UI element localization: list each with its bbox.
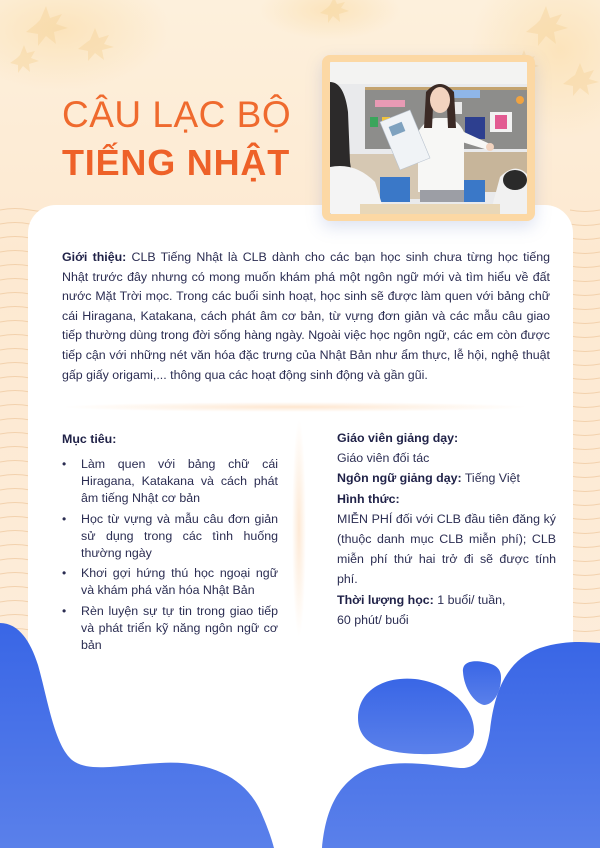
duration-value: 1 buổi/ tuần,	[437, 592, 506, 607]
goal-item: • Khơi gợi hứng thú học ngoại ngữ và khám phá văn hóa Nhật Bản	[62, 566, 278, 597]
bullet-icon: •	[62, 604, 67, 618]
title-line-club: CÂU LẠC BỘ	[62, 94, 292, 135]
intro-paragraph	[62, 248, 550, 385]
bullet-icon: •	[62, 566, 67, 580]
goals-section	[62, 430, 278, 652]
club-title	[62, 94, 291, 184]
intro-label: Giới thiệu:	[62, 250, 127, 264]
intro-text: CLB Tiếng Nhật là CLB dành cho các bạn học sinh chưa từng học tiếng Nhật trước đây nhưng có mong muốn khám phá một ngôn ngữ mới và tìm hiểu về đất nước Mặt Trời mọc. Trong các buổi sinh hoạt, học sinh sẽ được làm quen với bảng chữ cái Hiragana, Katakana, cách phát âm cơ bản, từ vựng đơn giản và các mẫu câu giao tiếp thường dùng trong đời sống hàng ngày. Ngoài việc học ngôn ngữ, các em còn được tiếp cận với những nét văn hóa đặc trưng của Nhật Bản như ẩm thực, lễ hội, nghệ thuật gấp giấy origami,... thông qua các hoạt động sinh động và gần gũi.	[62, 250, 551, 382]
format-label: Hình thức:	[337, 491, 400, 506]
goal-item: • Rèn luyện sự tự tin trong giao tiếp và phát triển kỹ năng ngôn ngữ cơ bản	[62, 604, 278, 652]
blue-wave-decoration	[0, 600, 600, 848]
goal-item: • Học từ vựng và mẫu câu đơn giản sử dụng trong các tình huống thường ngày	[62, 512, 278, 560]
duration-value-2: 60 phút/ buổi	[337, 612, 409, 627]
bullet-icon: •	[62, 457, 67, 471]
teacher-label: Giáo viên giảng dạy:	[337, 431, 459, 445]
goal-item: • Làm quen với bảng chữ cái Hiragana, Katakana và cách phát âm tiếng Nhật cơ bản	[62, 457, 278, 505]
classroom-photo-illustration	[330, 62, 527, 214]
goals-heading: Mục tiêu:	[62, 432, 117, 446]
title-line-japanese: TIẾNG NHẬT	[62, 142, 290, 183]
photo-frame	[322, 55, 535, 221]
language-value: Tiếng Việt	[464, 471, 520, 486]
language-label: Ngôn ngữ giảng dạy:	[337, 471, 462, 486]
format-value: MIỄN PHÍ đối với CLB đầu tiên đăng ký (thuộc danh mục CLB miễn phí); CLB miễn phí thứ hai trở đi sẽ được tính phí.	[337, 511, 556, 587]
section-divider	[60, 402, 530, 412]
classroom-photo	[330, 62, 527, 214]
bullet-icon: •	[62, 512, 67, 526]
teacher-value: Giáo viên đối tác	[337, 451, 430, 466]
duration-label: Thời lượng học:	[337, 592, 434, 607]
